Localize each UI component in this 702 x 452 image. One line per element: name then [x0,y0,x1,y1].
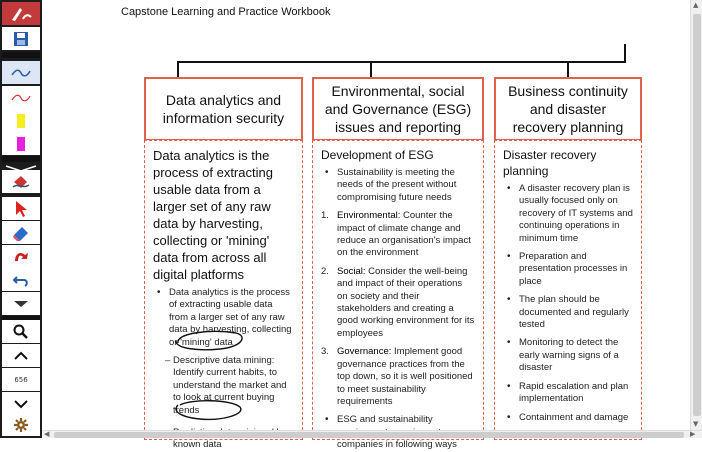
undo-button[interactable] [2,268,40,291]
settings-button[interactable] [2,414,40,436]
pointer-button[interactable] [2,197,40,220]
heading-box-business-continuity [494,77,642,141]
heading-box-esg [312,77,484,141]
pen-tool-icon [10,67,32,79]
content-subheading: Data analytics is the process of extracting usable data from a larger set of any raw data by harvesting, collecting or 'mining' data from across all digital platforms [153,148,273,282]
sub-list-item: – Descriptive data mining: Identify current habits, to understand the market and to look at current buying trends [153,355,294,417]
clear-button[interactable] [2,245,40,268]
content-box-business-continuity [494,140,642,440]
heading-text: Environmental, social and Governance (ESG) issues and reporting [324,83,472,135]
term-label: Governance: [337,346,392,358]
undo-icon [12,272,30,288]
scroll-up-arrow-icon[interactable]: ▲ [693,1,699,9]
connector-line [177,61,179,77]
term-label: Social: [337,265,366,277]
eraser-button[interactable] [2,221,40,244]
bullet-list [321,167,475,452]
connector-line [624,44,626,62]
toolbar-divider [2,156,40,162]
connector-line [567,61,569,77]
list-item: • Sustainability is meeting the needs of the present without compromising future needs [321,167,475,204]
heading-box-data-analytics [144,77,303,141]
pointer-icon [14,200,28,218]
numbered-item [321,210,475,260]
page-down-icon [13,399,29,409]
app-logo-icon[interactable] [2,2,40,25]
vertical-scrollbar[interactable] [690,0,702,430]
fill-tool-button[interactable] [2,170,40,193]
scroll-right-arrow-icon[interactable]: ▶ [690,430,696,438]
connector-line [370,61,372,77]
bullet-list [153,287,294,349]
list-item: • Monitoring to detect the early warning signs of a disaster [503,337,633,374]
eraser-icon [11,225,31,241]
content-box-esg [312,140,484,451]
page-up-button[interactable] [2,344,40,367]
scroll-left-arrow-icon[interactable]: ◀ [44,430,50,438]
settings-icon [13,417,29,433]
horizontal-scrollbar[interactable] [42,430,702,438]
list-item: • A disaster recovery plan is usually focused only on recovery of IT systems and continuing operations in minimum time [503,183,633,245]
document-title: Capstone Learning and Practice Workbook [121,6,331,18]
list-item: • Containment and damage [503,412,633,424]
content-box-data-analytics [144,140,303,451]
term-text: Consider the well-being and impact of their operations on society and their stakeholders and creating a good working environment for its employees [337,265,475,339]
content-subheading: Disaster recovery planning [503,148,597,178]
horizontal-scroll-thumb[interactable] [54,432,684,438]
annotation-toolbar [0,0,42,438]
dropdown-icon [12,299,30,309]
document-page [44,0,689,451]
page-number: 656 [2,368,40,391]
list-item: • Rapid escalation and plan implementation [503,381,633,406]
scroll-down-arrow-icon[interactable]: ▼ [693,420,699,428]
red-pen-icon [10,92,32,104]
term-label: Environmental: [337,210,401,222]
page-up-icon [13,351,29,361]
numbered-item [321,346,475,408]
sub-list-item: – known data [153,427,294,452]
list-item: • Preparation and presentation processes in place [503,251,633,288]
list-item: • Data analytics is the process of extracting usable data from a larger set of any raw data by harvesting, collecting or 'mining' data [153,287,294,349]
yellow-highlighter-button[interactable] [2,109,40,132]
red-pen-button[interactable] [2,86,40,109]
yellow-highlighter-icon [16,113,26,129]
dropdown-button[interactable] [2,292,40,315]
save-button[interactable] [2,27,40,50]
page-down-button[interactable] [2,392,40,415]
term-text: Implement good governance practices from the top down, so it is well positioned to meet sustainability requirements [337,346,473,407]
term-text: Counter the impact of climate change and reduce an organisation's impact on the environment [337,210,471,259]
save-icon [13,31,29,47]
heading-text: Data analytics and information security [162,92,285,126]
connector-line [177,61,626,63]
magenta-highlighter-button[interactable] [2,132,40,155]
zoom-button[interactable] [2,320,40,343]
magenta-highlighter-icon [16,136,26,152]
numbered-item [321,266,475,340]
clear-icon [11,249,31,265]
heading-text: Business continuity and disaster recovery planning [508,83,628,135]
content-subheading: Development of ESG [321,148,434,162]
bullet-list [503,183,633,424]
pen-tool-button[interactable] [2,61,40,84]
zoom-icon [13,324,29,340]
fill-tool-icon [11,173,31,191]
toolbar-divider [2,52,40,58]
list-item: • ESG and sustainability companies in following ways [321,414,475,451]
list-item: • The plan should be documented and regularly tested [503,294,633,331]
vertical-scroll-thumb[interactable] [693,14,701,416]
